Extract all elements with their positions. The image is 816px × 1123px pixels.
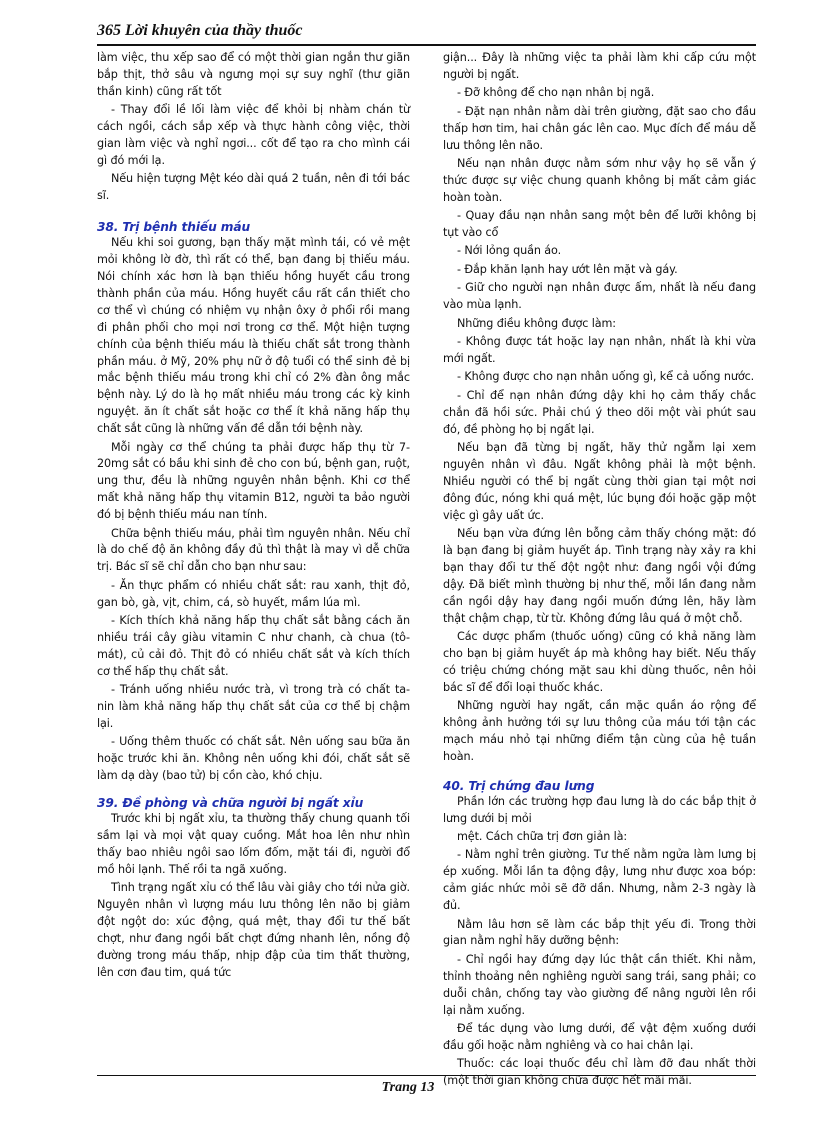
paragraph: - Đặt nạn nhân nằm dài trên giường, đặt sao cho đầu thấp hơn tim, hai chân gác lên cao. Mục đích để máu dễ lưu thông lên não.	[443, 104, 756, 152]
running-header-title: 365 Lời khuyên của thầy thuốc	[97, 22, 303, 39]
paragraph: Các dược phẩm (thuốc uống) cũng có khả năng làm cho bạn bị giảm huyết áp mà không hay biết. Nếu thấy có triệu chứng chóng mặt sau khi dùng thuốc, nên hỏi bác sĩ để đổi loại thuốc khác.	[443, 629, 756, 694]
page-number: Trang 13	[381, 1080, 435, 1095]
paragraph: Nếu khi soi gương, bạn thấy mặt mình tái, có vẻ mệt mỏi không lờ đờ, thì rất có thể, bạn đang bị thiếu máu. Nói chính xác hơn là bạn thiếu hồng huyết cầu trong thành phần của máu. Hồng huyết cầu rất cần thiết cho cơ thể vì chúng có nhiệm vụ nhận ôxy ở phổi rồi mang đi phân phối cho mọi nơi trong cơ thể. Một hiện tượng chính của bệnh thiếu máu là thiếu chất sắt trong thành phần máu. ở Mỹ, 20% phụ nữ ở độ tuổi có thể sinh đẻ bị mắc bệnh thiếu máu trong khi chỉ có 2% đàn ông mắc bệnh này. Lý do là họ mất nhiều máu trong các kỳ kinh nguyệt. ăn ít chất sắt hoặc cơ thể ít khả năng hấp thụ chất sắt cũng là những vấn đề dẫn tới bệnh này.	[97, 236, 410, 436]
paragraph: - Thay đổi lề lối làm việc để khỏi bị nhàm chán từ cách ngồi, cách sắp xếp và thực hành công việc, thời gian làm việc và nghỉ ngơi... cốt để tạo ra cho mình cái gì đó mới lạ.	[97, 103, 410, 167]
left-column	[97, 50, 410, 983]
paragraph: - Đỡ không để cho nạn nhân bị ngã.	[457, 86, 655, 100]
paragraph: Phần lớn các trường hợp đau lưng là do các bắp thịt ở lưng dưới bị mỏi	[443, 794, 756, 825]
paragraph: - Kích thích khả năng hấp thụ chất sắt bằng cách ăn nhiều trái cây giàu vitamin C như chanh, cà chua (tô-mát), củ cải đỏ. Thịt đỏ có nhiều chất sắt và kích thích cơ thể hấp thụ chất sắt.	[97, 614, 410, 678]
paragraph: - Chỉ ngồi hay đứng dạy lúc thật cần thiết. Khi nằm, thỉnh thoảng nên nghiêng người sang trái, sang phải; co duỗi chân, chống tay vào giường để nâng người lên rồi lại nằm xuống.	[443, 952, 756, 1017]
paragraph: Nếu hiện tượng Mệt kéo dài quá 2 tuần, nên đi tới bác sĩ.	[97, 172, 410, 203]
paragraph: Để tác dụng vào lưng dưới, để vật đệm xuống dưới đầu gối hoặc nằm nghiêng và co hai chân lại.	[443, 1021, 756, 1052]
section-heading-39: 39. Đề phòng và chữa người bị ngất xỉu	[97, 796, 364, 811]
paragraph: Nằm lâu hơn sẽ làm các bắp thịt yếu đi. Trong thời gian nằm nghỉ hãy dưỡng bệnh:	[443, 917, 756, 948]
section-heading-40: 40. Trị chứng đau lưng	[443, 778, 595, 793]
footer-divider	[97, 1075, 756, 1076]
paragraph: Nếu bạn vừa đứng lên bỗng cảm thấy chóng mặt: đó là bạn đang bị giảm huyết áp. Tình trạng này xảy ra khi bạn thay đổi tư thế đột ngột như: đang ngồi vội đứng dậy. Đã biết mình thường bị như thế, mỗi lần đang nằm cần ngồi dậy hay đang ngồi muốn đứng lên, hãy làm thật chậm chạp, từ từ. Không đứng lâu quá ở một chỗ.	[443, 526, 756, 625]
paragraph: mệt. Cách chữa trị đơn giản là:	[457, 829, 628, 843]
paragraph: - Nới lỏng quần áo.	[457, 244, 562, 258]
paragraph: - Quay đầu nạn nhân sang một bên để lưỡi không bị tụt vào cổ	[443, 209, 756, 240]
paragraph: - Chỉ để nạn nhân đứng dậy khi họ cảm thấy chắc chắn đã hồi sức. Phải chú ý theo dõi một vài phút sau đó, đề phòng họ bị ngất lại.	[443, 388, 756, 436]
paragraph: Những điều không được làm:	[457, 316, 616, 330]
paragraph: - Nằm nghỉ trên giường. Tư thế nằm ngửa làm lưng bị ép xuống. Mỗi lần ta động đậy, lưng như được xoa bóp: cảm giác nhức mỏi sẽ đỡ dần. Nhưng, nằm 2-3 ngày là đủ.	[443, 848, 756, 913]
paragraph: Tình trạng ngất xỉu có thể lâu vài giây cho tới nửa giờ. Nguyên nhân vì lượng máu lưu thông lên não bị giảm đột ngột do: xúc động, quá mệt, thay đổi tư thế bất chợt, như đang ngồi bất chợt đứng nhanh lên, nồng độ đường trong máu thấp, nhịp đập của tim thất thường, lên cơn đau tim, quá tức	[97, 881, 410, 979]
paragraph: giận... Đây là những việc ta phải làm khi cấp cứu một người bị ngất.	[443, 51, 756, 81]
section-heading-38: 38. Trị bệnh thiếu máu	[97, 220, 251, 235]
paragraph: làm việc, thu xếp sao để có một thời gian ngắn thư giãn bắp thịt, thở sâu và ngưng mọi sự suy nghĩ (thư giãn thần kinh) cũng rất tốt	[97, 51, 410, 98]
header-divider	[97, 44, 756, 46]
paragraph: Nếu nạn nhân được nằm sớm như vậy họ sẽ vẫn ý thức được sự việc chung quanh không bị mất cảm giác hoàn toàn.	[443, 156, 756, 204]
paragraph: - Tránh uống nhiều nước trà, vì trong trà có chất ta-nin làm khả năng hấp thụ chất sắt của cơ thể bị chậm lại.	[97, 683, 410, 731]
paragraph: Nếu bạn đã từng bị ngất, hãy thử ngẫm lại xem nguyên nhân vì đâu. Ngất không phải là một bệnh. Nhiều người có thể bị ngất cùng thời gian tại một nơi đông đúc, nóng khi quá mệt, lúc bụng đói hoặc gặp một việc gì gây uất ức.	[443, 440, 756, 522]
paragraph: - Uống thêm thuốc có chất sắt. Nên uống sau bữa ăn hoặc trước khi ăn. Không nên uống khi đói, chất sắt sẽ làm dạ dày (bao tử) bị cồn cào, khó chịu.	[97, 735, 410, 783]
paragraph: Thuốc: các loại thuốc đều chỉ làm đỡ đau nhất thời (một thời gian không chữa được hết mãi mãi.	[443, 1057, 756, 1088]
paragraph: Những người hay ngất, cần mặc quần áo rộng để không ảnh hưởng tới sự lưu thông của máu tới tận các mạch máu nhỏ tại những điểm tận cùng của hệ tuần hoàn.	[443, 699, 756, 763]
paragraph: - Không được cho nạn nhân uống gì, kể cả uống nước.	[457, 370, 755, 384]
paragraph: - Ăn thực phẩm có nhiều chất sắt: rau xanh, thịt đỏ, gan bò, gà, vịt, chim, cá, sò huyết, mầm lúa mì.	[97, 578, 410, 609]
right-column	[443, 50, 756, 1092]
paragraph: - Không được tát hoặc lay nạn nhân, nhất là khi vừa mới ngất.	[443, 335, 756, 365]
paragraph: Chữa bệnh thiếu máu, phải tìm nguyên nhân. Nếu chỉ là do chế độ ăn không đầy đủ thì thật là may vì dễ chữa trị. Bác sĩ sẽ chỉ dẫn cho bạn như sau:	[97, 526, 410, 574]
paragraph: - Giữ cho người nạn nhân được ấm, nhất là nếu đang vào mùa lạnh.	[443, 281, 756, 312]
paragraph: - Đắp khăn lạnh hay ướt lên mặt và gáy.	[457, 262, 678, 276]
paragraph: Mỗi ngày cơ thể chúng ta phải được hấp thụ từ 7-20mg sắt có bầu khi sinh đẻ cho con bú, bệnh gan, ruột, ung thư, đều là những nguyên nhân bệnh. Khi cơ thể mất khả năng hấp thụ vitamin B12, người ta bảo người đó bị bệnh thiếu máu nan tính.	[97, 440, 410, 522]
paragraph: Trước khi bị ngất xỉu, ta thường thấy chung quanh tối sầm lại và mọi vật quay cuồng. Mắt hoa lên như nhìn thấy bao nhiêu ngôi sao lốm đốm, mặt tái đi, người đổ mồ hôi lạnh. Thế rồi ta ngã xuống.	[97, 812, 410, 876]
